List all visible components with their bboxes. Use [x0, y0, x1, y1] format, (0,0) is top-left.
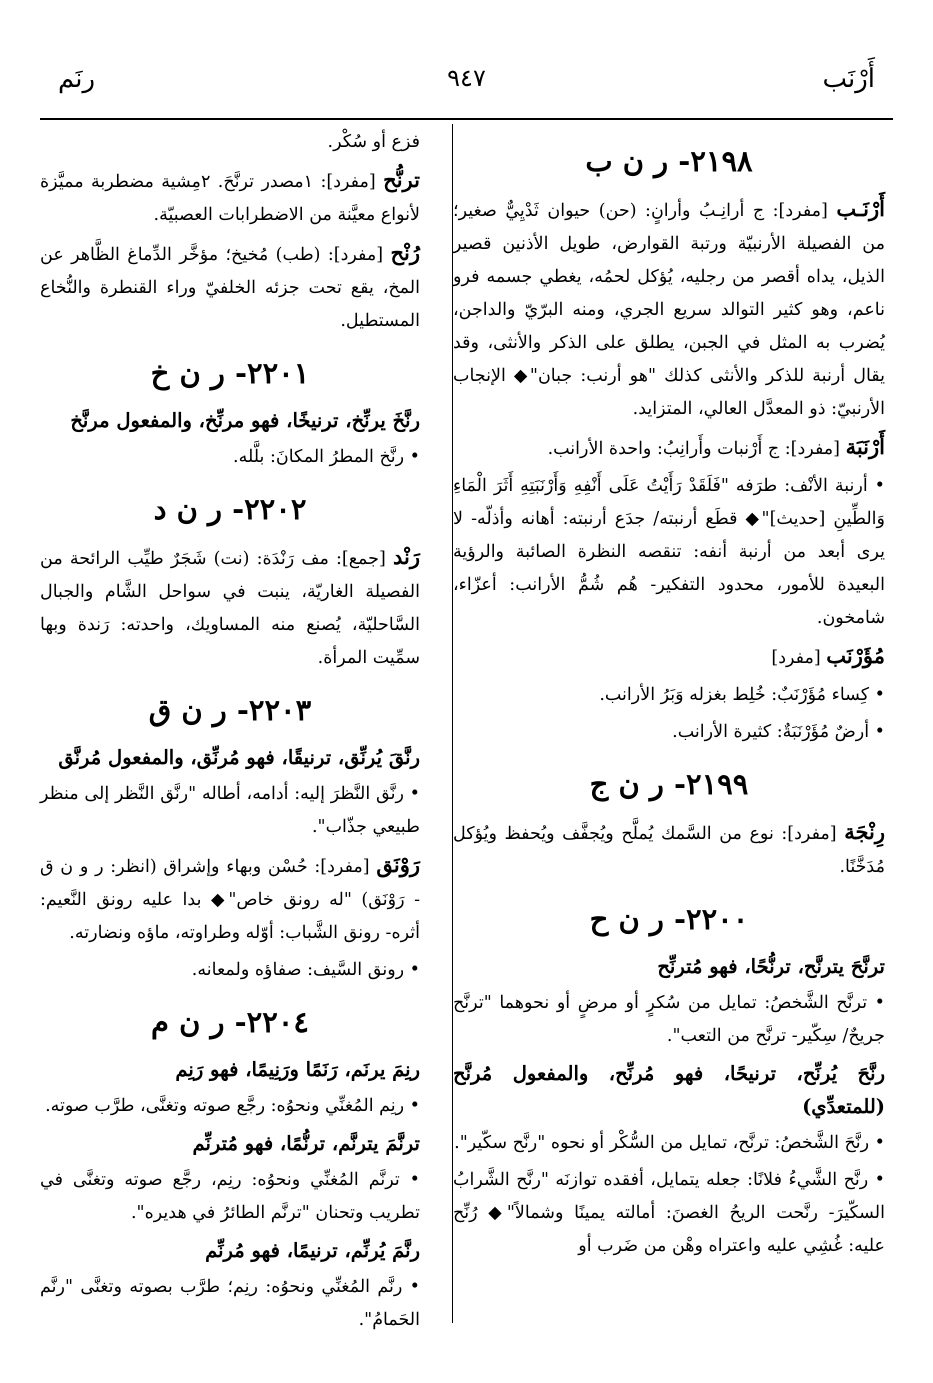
- entry-text: • رنَّق النَّظرَ إليه: أدامه، أطاله "رنَّق النَّظر إلى منظر طبيعي جذّاب".: [40, 784, 420, 837]
- headword: مُؤَرْنَب: [826, 643, 885, 668]
- entry-paragraph: [40, 1271, 420, 1337]
- headword: ترنُّح: [383, 167, 420, 192]
- verb-conjugation: رنِمَ يرنَم، رَنَمًا ورَنِيمًا، فهو رَنِم: [175, 1058, 420, 1081]
- entry-paragraph: [453, 1164, 885, 1263]
- entry-paragraph: [453, 815, 885, 884]
- entry-text: [مفرد]: ج أَرْنبات وأَرانِبُ: واحدة الأرانب.: [547, 439, 846, 459]
- entry-paragraph: [40, 1090, 420, 1123]
- entry-text: • رنَّم المُغنِّي ونحوُه: رنِم؛ طرَّب بصوته وتغنَّى "رنَّم الحَمامُ".: [40, 1277, 420, 1330]
- entry-paragraph: [40, 778, 420, 844]
- entry-paragraph: [40, 1164, 420, 1230]
- entry-text: [مفرد]: [771, 648, 827, 668]
- entry-text: • أرضٌ مُؤَرْنَبَةٌ: كثيرة الأرانب.: [672, 722, 885, 742]
- entry-paragraph: [453, 679, 885, 712]
- entry-paragraph: [453, 430, 885, 466]
- entry-text: • رنِم المُغنِّي ونحوُه: رجَّع صوته وتغنَّى، طرَّب صوته.: [45, 1096, 420, 1116]
- entry-paragraph: [40, 848, 420, 950]
- entry-text: • رونق السَّيف: صفاؤه ولمعانه.: [191, 960, 420, 980]
- verb-conjugation: رنَّحَ يُرنِّح، ترنيحًا، فهو مُرنِّح، والمفعول مُرنَّح (للمتعدِّي): [453, 1062, 885, 1118]
- entry-text: [مفرد]: نوع من السَّمك يُملَّح ويُجفَّف ويُحفظ ويُؤكل مُدَخَّنًا.: [453, 824, 885, 877]
- entry-paragraph: [453, 192, 885, 426]
- root-heading: ٢٢٠٠- ر ن ح: [589, 902, 749, 936]
- entry-paragraph: [40, 441, 420, 474]
- entry-text: [مفرد]: (طب) مُخيخ؛ مؤخَّر الدِّماغ الظَّاهر عن المخ، يقع تحت جزئه الخلفيّ وراء القنطرة والنُّخاع المستطيل.: [40, 245, 420, 331]
- entry-text: • رنَّح الشَّيءُ فلانًا: جعله يتمايل، أفقده توازنَه "رنَّح الشَّرابُ السكّيرَ- رنَّحت الريحُ الغصنَ: أمالته يمينًا وشمالاً"◆ رُنِّح عليه: غُشِي عليه واعتراه وهْن من ضَرب أو: [453, 1170, 885, 1256]
- page-header: [40, 64, 893, 108]
- entry-text: [مفرد]: ج أرانِـبُ وأرانٍ: (حن) حيوان ثَدْيِيٌّ صغير؛ من الفصيلة الأرنبيّة ورتبة القوارض، طويل الأذنين قصير الذيل، يداه أقصر من رجليه، يُؤكل لحمُه، يغطي جسمه فرو ناعم، وهو كثير التوالد سريع الجري، ومنه البرّيّ والداجن، يُضرب به المثل في الجبن، يطلق على الذكر والأنثى، وقد يقال أرنبة للذكر والأنثى كذلك "هو أرنب: جبان"◆ الإنجاب الأرنبيّ: ذو المعدَّل العالي، المتزايد.: [453, 201, 885, 419]
- page-number: ٩٤٧: [447, 64, 486, 92]
- root-heading: ٢٢٠٢- ر ن د: [153, 492, 307, 526]
- verb-conjugation: ترنَّمَ يترنَّم، ترنُّمًا، فهو مُترنِّم: [192, 1132, 420, 1155]
- header-guide-word-last: رنَم: [58, 64, 96, 94]
- root-heading: ٢٢٠٣- ر ن ق: [148, 693, 312, 727]
- entry-text: [مفرد]: ١مصدر ترنَّحَ. ٢مِشية مضطربة مميَّزة لأنواع معيَّنة من الاضطرابات العصبيّة.: [40, 172, 420, 225]
- entry-text: • رنَّحَ الشَّخصُ: ترنَّح، تمايل من السُّكْر أو نحوه "رنَّح سكّير".: [454, 1133, 885, 1153]
- headword: رِنْجَة: [844, 819, 885, 844]
- headword: رَوْنَق: [376, 852, 420, 877]
- entry-paragraph: [453, 987, 885, 1053]
- entry-paragraph: [40, 163, 420, 232]
- headword: رُنْح: [390, 240, 420, 265]
- root-heading: ٢١٩٩- ر ن ج: [589, 767, 749, 801]
- verb-conjugation: رنَّقَ يُرنِّق، ترنيقًا، فهو مُرنِّق، والمفعول مُرنَّق: [58, 746, 420, 769]
- header-rule: [40, 118, 893, 120]
- left-column: [40, 126, 420, 1341]
- verb-conjugation: ترنَّحَ يترنَّح، ترنُّحًا، فهو مُترنِّح: [657, 955, 885, 978]
- entry-text: • كِساء مُؤَرْنَبٌ: خُلِط بغزله وَبَرُ الأرانب.: [599, 685, 885, 705]
- root-heading: ٢٢٠١- ر ن خ: [150, 356, 310, 390]
- root-heading: ٢١٩٨- ر ن ب: [585, 144, 753, 178]
- verb-conjugation: رنَّخَ يرنِّخ، ترنيخًا، فهو مرنِّخ، والمفعول مرنَّخ: [70, 409, 420, 432]
- root-heading: ٢٢٠٤- ر ن م: [151, 1005, 309, 1039]
- right-column: [453, 126, 885, 1267]
- entry-text: [مفرد]: حُسْن وبهاء وإشراق (انظر: ر و ن ق - رَوْنَق) "له رونق خاص"◆ بدا عليه رونق النَّعيم: أثره- رونق الشَّباب: أوّله وطراوته، ماؤه ونضارته.: [40, 857, 420, 943]
- entry-text: • أرنبة الأنْف: طرَفه "فَلَقَدْ رَأَيْتُ عَلَى أَنْفِهِ وَأَرْنَبَتِهِ أَثَرَ الْمَاءِ وَالطِّينِ [حديث]"◆ قطَع أرنبته/ جدَع أرنبته: أهانه وأذلّه- لا يرى أبعد من أرنبة أنفه: تنقصه النظرة الصائبة والرؤية البعيدة للأمور، محدود التفكير- هُم شُمُّ الأرانب: أعزّاء، شامخون.: [453, 476, 885, 628]
- entry-text: • رنَّخ المطرُ المكانَ: بلَّله.: [233, 447, 420, 467]
- entry-text: فزع أو سُكْر.: [327, 132, 420, 152]
- entry-paragraph: [40, 236, 420, 338]
- entry-paragraph: [40, 126, 420, 159]
- verb-conjugation: رنَّمَ يُرنِّم، ترنيمًا، فهو مُرنِّم: [205, 1239, 420, 1262]
- header-guide-word-first: أَرْنَب: [822, 64, 875, 94]
- headword: أَرْنَبَة: [845, 434, 885, 459]
- entry-paragraph: [40, 540, 420, 675]
- entry-paragraph: [453, 716, 885, 749]
- headword: أَرْنَـب: [836, 196, 885, 221]
- entry-paragraph: [40, 954, 420, 987]
- entry-text: • ترنَّح الشَّخصُ: تمايل من سُكرٍ أو مرضٍ أو نحوهما "ترنَّح جريحٌ/ سِكّير- ترنَّح من التعب".: [453, 993, 885, 1046]
- entry-text: • ترنَّم المُغنِّي ونحوُه: رنِم، رجَّع صوته وتغنَّى في تطريب وتحنان "ترنَّم الطائرُ في هديره".: [40, 1170, 420, 1223]
- headword: رَنْد: [392, 544, 420, 569]
- entry-text: [جمع]: مف رَنْدَة: (نت) شَجَرٌ طيِّب الرائحة من الفصيلة الغاريّة، ينبت في سواحل الشَّام والجبال السَّاحليّة، يُصنع منه المساويك، واحدته: رَندة وبها سمِّيت المرأة.: [40, 549, 420, 668]
- entry-paragraph: [453, 639, 885, 675]
- entry-paragraph: [453, 470, 885, 635]
- entry-paragraph: [453, 1127, 885, 1160]
